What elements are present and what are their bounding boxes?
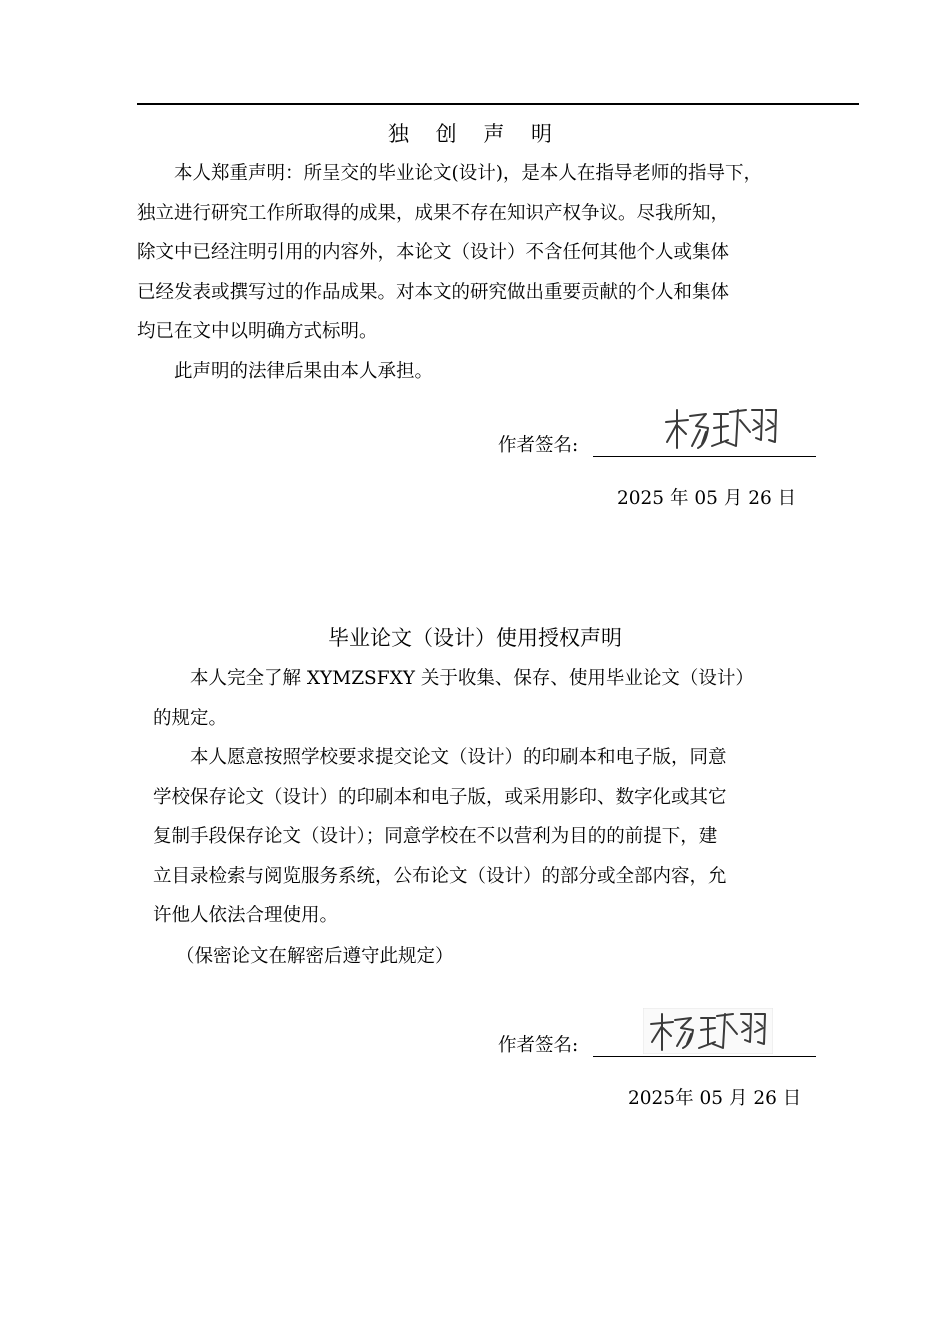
declaration-signature-label: 作者签名: [498,435,579,456]
authorization-date-year-unit: 年 [675,1088,694,1109]
declaration-p1-line-5: 均已在文中以明确方式标明。 [137,321,378,342]
authorization-p1-line-2: 的规定。 [153,707,228,729]
header-rule [137,103,859,105]
authorization-p2-line-4: 立目录检索与阅览服务系统，公布论文（设计）的部分或全部内容，允 [153,865,727,887]
authorization-date [628,1086,801,1112]
declaration-p1-line-3: 除文中已经注明引用的内容外，本论文（设计）不含任何其他个人或集体 [137,242,730,263]
declaration-date-day-unit: 日 [777,488,797,509]
authorization-p2-line-5: 许他人依法合理使用。 [153,905,339,926]
authorization-p2-line-2: 学校保存论文（设计）的印刷本和电子版，或采用影印、数字化或其它 [153,786,727,808]
authorization-p2-line-1: 本人愿意按照学校要求提交论文（设计）的印刷本和电子版，同意 [190,747,727,768]
declaration-date-day: 26 [748,488,772,509]
authorization-date-month-unit: 月 [728,1088,748,1109]
declaration-date-year: 2025 [617,488,665,509]
authorization-date-day-unit: 日 [782,1088,802,1109]
authorization-title: 毕业论文（设计）使用授权声明 [328,626,622,650]
declaration-paragraph-1 [137,154,762,352]
authorization-date-month: 05 [699,1088,724,1109]
declaration-title: 独 创 声 明 [387,122,563,146]
declaration-signature-image [662,402,782,454]
declaration-date-month-unit: 月 [723,488,743,509]
declaration-paragraph-2: 此声明的法律后果由本人承担。 [174,361,434,382]
authorization-date-year: 2025 [628,1088,676,1109]
authorization-signature-label: 作者签名: [498,1035,579,1056]
authorization-p2-line-3: 复制手段保存论文（设计）；同意学校在不以营利为目的的前提下，建 [153,826,718,847]
declaration-date [617,486,796,512]
authorization-paragraph-2 [153,738,727,936]
authorization-note: （保密论文在解密后遵守此规定） [176,946,454,967]
authorization-date-day: 26 [753,1088,777,1109]
declaration-date-year-unit: 年 [669,488,689,509]
authorization-signature-line [593,1056,816,1057]
declaration-signature-line [593,456,816,457]
authorization-signature-image [643,1008,773,1054]
authorization-p1-line-1: 本人完全了解 XYMZSFXY 关于收集、保存、使用毕业论文（设计） [190,668,754,689]
declaration-p1-line-4: 已经发表或撰写过的作品成果。对本文的研究做出重要贡献的个人和集体 [137,281,730,303]
declaration-p1-line-1: 本人郑重声明：所呈交的毕业论文(设计)，是本人在指导老师的指导下， [174,163,762,184]
declaration-p1-line-2: 独立进行研究工作所取得的成果，成果不存在知识产权争议。尽我所知， [137,202,730,224]
declaration-date-month: 05 [694,488,718,509]
authorization-paragraph-1 [153,659,754,738]
